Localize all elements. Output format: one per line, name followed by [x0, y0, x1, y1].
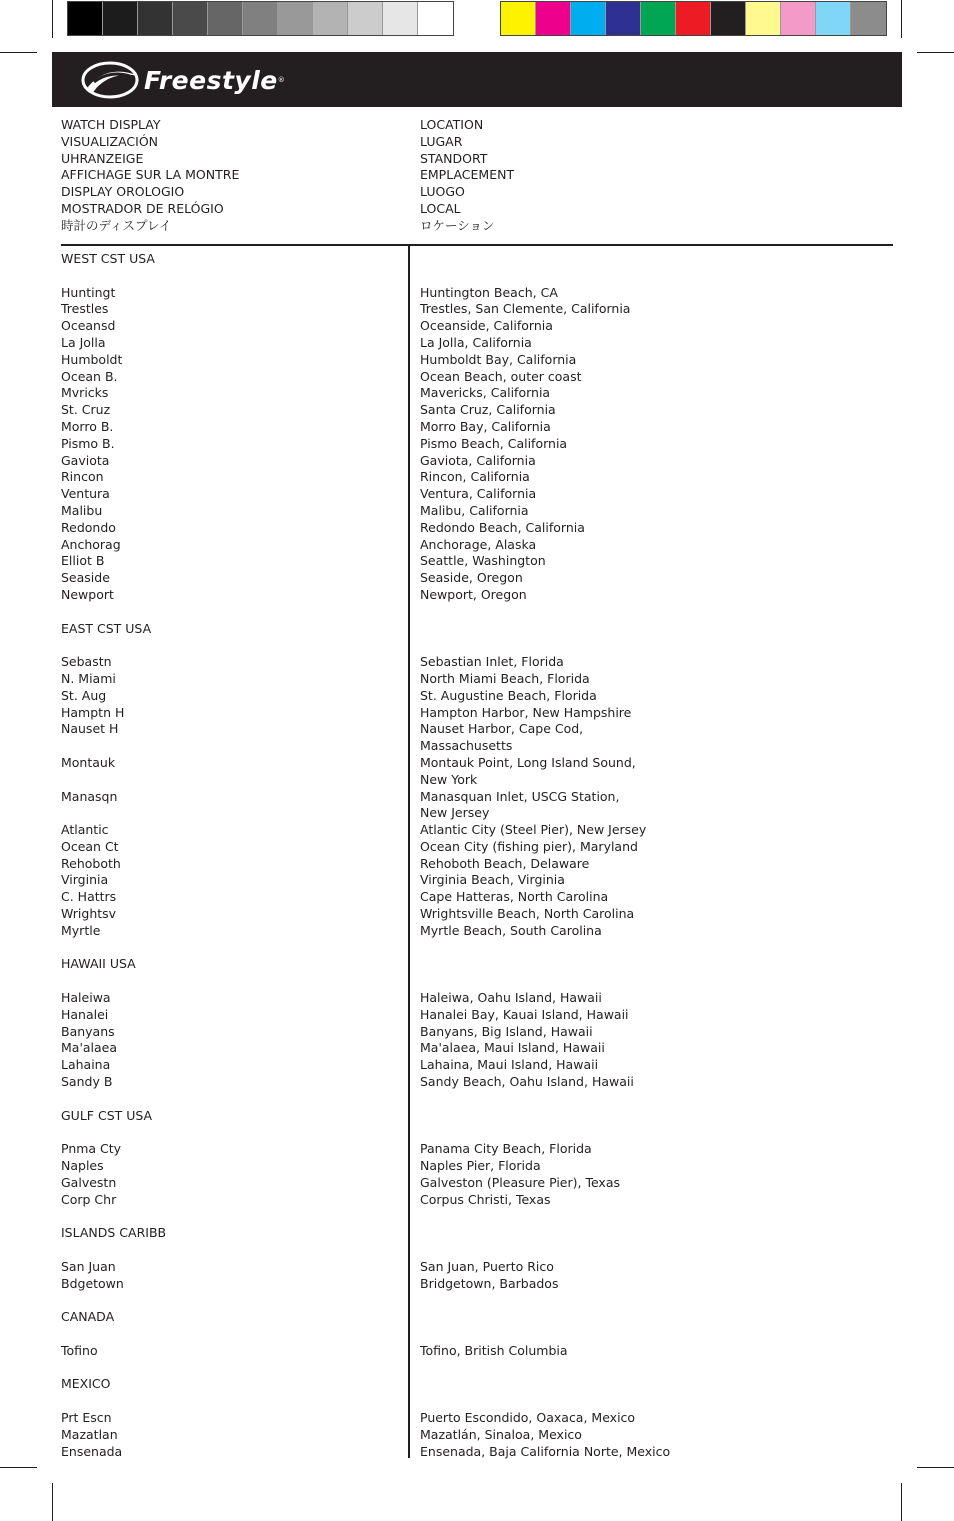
location-row: Massachusetts — [420, 738, 513, 754]
location-row — [420, 1242, 670, 1259]
display-row: Tofino — [61, 1342, 98, 1358]
color-swatch — [418, 2, 453, 35]
location-row: Trestles, San Clemente, California — [420, 301, 631, 317]
color-swatch — [68, 2, 103, 35]
display-row: Malibu — [61, 502, 103, 518]
display-row: Prt Escn — [61, 1409, 112, 1425]
crop-mark — [0, 52, 37, 53]
display-header-line: UHRANZEIGE — [61, 150, 144, 166]
location-row: Cape Hatteras, North Carolina — [420, 889, 609, 905]
location-row: Sebastian Inlet, Florida — [420, 654, 564, 670]
display-row — [61, 1393, 166, 1410]
display-row: Atlantic — [61, 822, 109, 838]
display-header-line: DISPLAY OROLOGIO — [61, 184, 185, 200]
location-row: Wrightsville Beach, North Carolina — [420, 906, 635, 922]
display-row — [61, 1360, 166, 1377]
display-row: Wrightsv — [61, 906, 117, 922]
display-row — [61, 1242, 166, 1259]
display-row: Banyans — [61, 1023, 115, 1039]
location-row: Santa Cruz, California — [420, 402, 556, 418]
location-row — [420, 604, 670, 621]
display-row: St. Cruz — [61, 402, 111, 418]
location-row: Ma'alaea, Maui Island, Hawaii — [420, 1040, 605, 1056]
display-row: Morro B. — [61, 418, 114, 434]
display-row: Virginia — [61, 872, 109, 888]
display-row: ISLANDS CARIBB — [61, 1225, 167, 1241]
crop-mark — [917, 52, 954, 53]
display-row: Myrtle — [61, 922, 101, 938]
location-row — [420, 637, 670, 654]
crop-mark — [917, 1467, 954, 1468]
display-row: Mvricks — [61, 385, 109, 401]
location-row: Hanalei Bay, Kauai Island, Hawaii — [420, 1006, 629, 1022]
display-row: Redondo — [61, 519, 116, 535]
display-row: St. Aug — [61, 687, 107, 703]
display-row: Corp Chr — [61, 1191, 117, 1207]
display-row: EAST CST USA — [61, 620, 152, 636]
display-row: Nauset H — [61, 721, 119, 737]
location-row — [420, 1208, 670, 1225]
location-row: Pismo Beach, California — [420, 435, 568, 451]
display-row: La Jolla — [61, 334, 106, 350]
location-header-line: LOCAL — [420, 200, 461, 216]
crop-mark — [52, 0, 53, 38]
location-header-line: LUGAR — [420, 133, 463, 149]
display-row — [61, 1208, 166, 1225]
location-row: Redondo Beach, California — [420, 519, 585, 535]
color-swatch — [208, 2, 243, 35]
display-row — [61, 1292, 166, 1309]
display-row: N. Miami — [61, 670, 116, 686]
registered-mark: ® — [277, 76, 285, 84]
location-row: Montauk Point, Long Island Sound, — [420, 754, 636, 770]
location-row: St. Augustine Beach, Florida — [420, 687, 597, 703]
location-row: Banyans, Big Island, Hawaii — [420, 1023, 593, 1039]
display-row: Rincon — [61, 469, 104, 485]
color-swatch — [851, 2, 886, 35]
display-row — [61, 1326, 166, 1343]
location-row: Ensenada, Baja California Norte, Mexico — [420, 1443, 671, 1459]
display-row: Rehoboth — [61, 855, 121, 871]
color-swatch — [571, 2, 606, 35]
location-row: Hampton Harbor, New Hampshire — [420, 704, 632, 720]
location-row: Ocean City (fishing pier), Maryland — [420, 838, 638, 854]
display-row: Hanalei — [61, 1006, 109, 1022]
display-row: Pnma Cty — [61, 1141, 122, 1157]
location-row — [420, 1326, 670, 1343]
display-row: Galvestn — [61, 1174, 117, 1190]
column-divider — [408, 246, 410, 1458]
display-header-line: WATCH DISPLAY — [61, 117, 161, 132]
location-row — [420, 1292, 670, 1309]
location-row: Haleiwa, Oahu Island, Hawaii — [420, 990, 602, 1006]
location-row — [420, 1309, 670, 1326]
location-row: Mazatlán, Sinaloa, Mexico — [420, 1426, 582, 1442]
location-row: Bridgetown, Barbados — [420, 1275, 559, 1291]
display-row: Ma'alaea — [61, 1040, 118, 1056]
location-row: Rincon, California — [420, 469, 530, 485]
color-swatch — [383, 2, 418, 35]
location-row — [420, 1376, 670, 1393]
location-row: Ocean Beach, outer coast — [420, 368, 582, 384]
display-header-line: VISUALIZACIÓN — [61, 133, 159, 149]
location-row — [420, 973, 670, 990]
display-row — [61, 940, 166, 957]
display-row: Seaside — [61, 570, 110, 586]
display-header-line: 時計のディスプレイ — [61, 217, 172, 233]
location-row — [420, 621, 670, 638]
location-header-line: STANDORT — [420, 150, 488, 166]
location-row: Seattle, Washington — [420, 553, 546, 569]
display-row: Oceansd — [61, 318, 116, 334]
location-row: Puerto Escondido, Oaxaca, Mexico — [420, 1409, 636, 1425]
display-row: Haleiwa — [61, 990, 111, 1006]
display-row: WEST CST USA — [61, 251, 155, 266]
location-row — [420, 1124, 670, 1141]
color-swatch — [138, 2, 173, 35]
location-row: Morro Bay, California — [420, 418, 551, 434]
location-row: Humboldt Bay, California — [420, 351, 577, 367]
color-swatch — [243, 2, 278, 35]
freestyle-logo — [80, 60, 285, 100]
display-row: Ocean Ct — [61, 838, 119, 854]
location-row: Ventura, California — [420, 486, 537, 502]
display-header-line: MOSTRADOR DE RELÓGIO — [61, 200, 224, 216]
location-row: San Juan, Puerto Rico — [420, 1258, 554, 1274]
location-row: Gaviota, California — [420, 452, 536, 468]
display-row — [61, 637, 166, 654]
location-row — [420, 1225, 670, 1242]
display-row: Mazatlan — [61, 1426, 118, 1442]
location-row: Myrtle Beach, South Carolina — [420, 922, 602, 938]
location-row: Anchorage, Alaska — [420, 536, 537, 552]
display-row: Humboldt — [61, 351, 123, 367]
location-row: Nauset Harbor, Cape Cod, — [420, 721, 584, 737]
location-row: Lahaina, Maui Island, Hawaii — [420, 1057, 599, 1073]
display-row: Gaviota — [61, 452, 110, 468]
location-header — [420, 117, 514, 235]
location-row: Newport, Oregon — [420, 586, 527, 602]
display-row — [61, 1124, 166, 1141]
color-swatch — [641, 2, 676, 35]
location-row: Malibu, California — [420, 502, 529, 518]
display-row: Ventura — [61, 486, 110, 502]
display-row: Huntingt — [61, 284, 116, 300]
location-row — [420, 956, 670, 973]
display-row: Hamptn H — [61, 704, 125, 720]
location-header-line: EMPLACEMENT — [420, 167, 515, 183]
color-swatch — [676, 2, 711, 35]
location-row — [420, 1393, 670, 1410]
display-row — [61, 1091, 166, 1108]
color-swatch — [278, 2, 313, 35]
location-row: La Jolla, California — [420, 334, 532, 350]
display-row: MEXICO — [61, 1376, 111, 1392]
location-row: North Miami Beach, Florida — [420, 670, 590, 686]
location-row — [420, 940, 670, 957]
display-row — [61, 268, 166, 285]
display-row: Newport — [61, 586, 114, 602]
location-header-line: LUOGO — [420, 184, 465, 200]
brand-name: Freestyle — [144, 65, 278, 95]
location-row: Huntington Beach, CA — [420, 284, 558, 300]
display-row: GULF CST USA — [61, 1107, 153, 1123]
display-row: Ensenada — [61, 1443, 123, 1459]
display-row — [61, 973, 166, 990]
location-row — [420, 1108, 670, 1125]
header-divider — [61, 244, 893, 246]
watch-display-header — [61, 117, 239, 235]
color-swatch — [746, 2, 781, 35]
location-row: Oceanside, California — [420, 318, 553, 334]
display-row — [61, 772, 166, 789]
display-row: Manasqn — [61, 788, 118, 804]
location-row — [420, 1091, 670, 1108]
display-row — [61, 805, 166, 822]
location-list — [420, 251, 670, 1460]
location-row: New Jersey — [420, 805, 490, 821]
location-row: Sandy Beach, Oahu Island, Hawaii — [420, 1074, 634, 1090]
process-color-bar — [500, 1, 887, 36]
display-row: Lahaina — [61, 1057, 111, 1073]
location-row: Virginia Beach, Virginia — [420, 872, 565, 888]
color-swatch — [816, 2, 851, 35]
location-row: Galveston (Pleasure Pier), Texas — [420, 1174, 621, 1190]
color-swatch — [606, 2, 641, 35]
location-header-line: LOCATION — [420, 117, 484, 132]
grayscale-color-bar — [67, 1, 454, 36]
crop-mark — [0, 1467, 37, 1468]
display-row: Naples — [61, 1158, 104, 1174]
location-row: Panama City Beach, Florida — [420, 1141, 592, 1157]
location-row: Atlantic City (Steel Pier), New Jersey — [420, 822, 647, 838]
location-row: Mavericks, California — [420, 385, 551, 401]
location-row: Seaside, Oregon — [420, 570, 523, 586]
crop-mark — [52, 1483, 53, 1521]
display-row: Anchorag — [61, 536, 121, 552]
display-row: Sandy B — [61, 1074, 113, 1090]
display-row: Trestles — [61, 301, 109, 317]
location-header-line: ロケーション — [420, 217, 495, 233]
freestyle-swoosh-icon — [80, 60, 140, 100]
display-row: Pismo B. — [61, 435, 115, 451]
brand-header — [52, 52, 902, 107]
location-row — [420, 251, 670, 268]
color-swatch — [348, 2, 383, 35]
display-row: Elliot B — [61, 553, 105, 569]
color-swatch — [536, 2, 571, 35]
location-row: Tofino, British Columbia — [420, 1342, 568, 1358]
display-row: Sebastn — [61, 654, 112, 670]
color-swatch — [501, 2, 536, 35]
display-header-line: AFFICHAGE SUR LA MONTRE — [61, 167, 240, 183]
location-row: Manasquan Inlet, USCG Station, — [420, 788, 620, 804]
display-row: HAWAII USA — [61, 956, 136, 972]
location-row — [420, 1360, 670, 1377]
crop-mark — [901, 0, 902, 38]
display-row: Montauk — [61, 754, 116, 770]
crop-mark — [901, 1483, 902, 1521]
location-row: Rehoboth Beach, Delaware — [420, 855, 590, 871]
watch-display-list — [61, 251, 166, 1460]
color-swatch — [313, 2, 348, 35]
location-row: Naples Pier, Florida — [420, 1158, 541, 1174]
display-row: Bdgetown — [61, 1275, 124, 1291]
display-row: C. Hattrs — [61, 889, 117, 905]
location-row: Corpus Christi, Texas — [420, 1191, 551, 1207]
color-swatch — [103, 2, 138, 35]
display-row: San Juan — [61, 1258, 116, 1274]
display-row: Ocean B. — [61, 368, 118, 384]
location-row: New York — [420, 771, 478, 787]
display-row — [61, 604, 166, 621]
color-swatch — [173, 2, 208, 35]
display-row: CANADA — [61, 1309, 115, 1325]
color-swatch — [711, 2, 746, 35]
display-row — [61, 738, 166, 755]
location-row — [420, 268, 670, 285]
color-swatch — [781, 2, 816, 35]
